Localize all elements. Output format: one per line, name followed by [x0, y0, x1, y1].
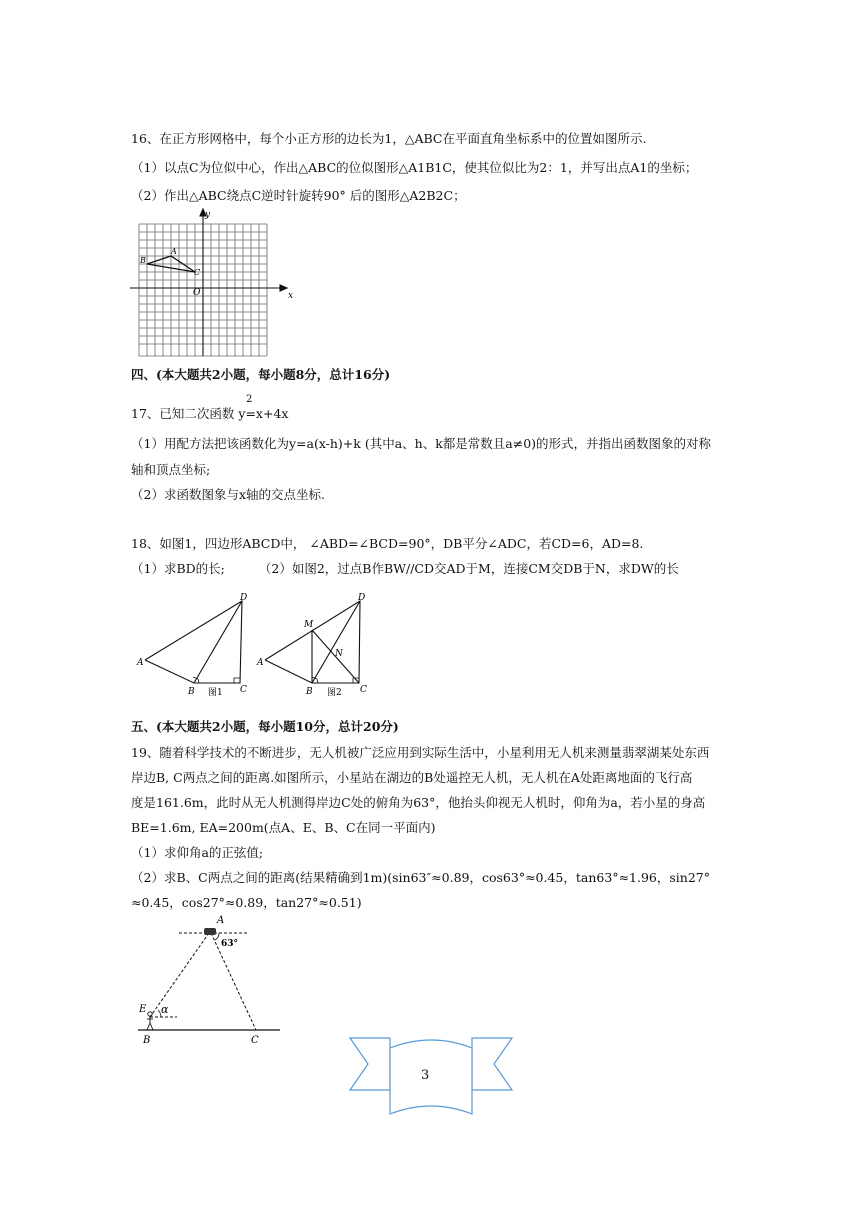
q18-fig2-label-d: D	[358, 593, 366, 603]
q18-fig2-label-a: A	[257, 658, 264, 668]
q18-stem: 18、如图1，四边形ABCD中， ∠ABD=∠BCD=90°，DB平分∠ADC，若CD=6，AD=8.	[131, 536, 644, 551]
q19-part2-line1: （2）求B、C两点之间的距离(结果精确到1m)(sin63″≈0.89，cos63°≈0.45，tan63°≈1.96，sin27°	[131, 870, 710, 885]
q17-stem	[131, 406, 288, 422]
q16-fig-label-c: C	[194, 268, 201, 277]
q19-figure	[133, 910, 283, 1048]
q19-fig-angle-label: 63°	[221, 939, 239, 949]
q18-figure-2	[255, 590, 385, 700]
q17-stem-tail: +4x	[262, 406, 289, 421]
q18-fig2-label-b: B	[306, 687, 313, 697]
q16-part1: （1）以点C为位似中心，作出△ABC的位似图形△A1B1C，使其位似比为2：1，并写出点A1的坐标；	[131, 160, 698, 175]
q19-fig-label-e: E	[139, 1004, 147, 1015]
q19-line-2: 岸边B, C两点之间的距离.如图所示，小星站在湖边的B处遥控无人机，无人机在A处距离地面的飞行高	[131, 770, 693, 785]
q16-stem: 16、在正方形网格中，每个小正方形的边长为1，△ABC在平面直角坐标系中的位置如图所示.	[131, 131, 647, 146]
q18-fig2-label-m: M	[304, 620, 314, 630]
q18-fig2-label-c: C	[360, 685, 367, 695]
q16-fig-label-x: x	[288, 291, 294, 301]
q18-part1: （1）求BD的长;	[131, 561, 225, 576]
q17-exponent: 2	[246, 394, 253, 405]
drone-icon	[204, 928, 216, 935]
q19-fig-label-alpha: α	[161, 1003, 169, 1016]
person-icon	[147, 1012, 153, 1030]
q16-fig-label-a: A	[171, 247, 177, 256]
q17-part2: （2）求函数图象与x轴的交点坐标.	[131, 487, 325, 502]
section-5-heading: 五、(本大题共2小题，每小题10分，总计20分)	[131, 719, 399, 734]
q19-fig-label-c: C	[251, 1035, 259, 1046]
q16-part2: （2）作出△ABC绕点C逆时针旋转90° 后的图形△A2B2C；	[131, 188, 466, 203]
q16-fig-label-o: O	[193, 288, 201, 298]
q16-fig-label-b: B	[140, 256, 146, 265]
q19-part1: （1）求仰角a的正弦值;	[131, 845, 264, 860]
q18-fig1-label-d: D	[240, 593, 248, 603]
q17-part1-line1: （1）用配方法把该函数化为y=a(x-h)+k (其中a、h、k都是常数且a≠0)的形式，并指出函数图象的对称	[131, 436, 712, 451]
q18-parts	[131, 561, 679, 577]
q19-part2-line2: ≈0.45，cos27°≈0.89，tan27°≈0.51)	[131, 895, 362, 910]
q18-fig1-label-a: A	[137, 658, 144, 668]
q19-line-4: BE=1.6m, EA=200m(点A、E、B、C在同一平面内)	[131, 820, 436, 835]
q17-part1-line2: 轴和顶点坐标;	[131, 462, 211, 477]
q19-line-3: 度是161.6m，此时从无人机测得岸边C处的俯角为63°，他抬头仰视无人机时，仰角为a，若小星的身高	[131, 795, 706, 810]
q17-stem-text: 17、已知二次函数 y=x	[131, 406, 263, 421]
q18-fig2-label-n: N	[335, 649, 343, 659]
q16-grid-figure	[125, 208, 300, 358]
page-number: 3	[421, 1068, 430, 1083]
q16-fig-label-y: y	[205, 210, 211, 220]
q19-line-1: 19、随着科学技术的不断进步，无人机被广泛应用到实际生活中，小星利用无人机来测量翡翠湖某处东西	[131, 745, 710, 760]
q19-fig-label-a: A	[217, 915, 225, 926]
q18-fig1-label-c: C	[240, 685, 247, 695]
q18-figure-1	[130, 590, 260, 700]
q19-fig-label-b: B	[143, 1035, 151, 1046]
q18-fig2-caption: 图2	[327, 688, 342, 698]
section-4-heading: 四、(本大题共2小题，每小题8分，总计16分)	[131, 367, 391, 382]
q18-fig1-label-b: B	[188, 687, 195, 697]
q18-fig1-caption: 图1	[208, 688, 223, 698]
page-number-ribbon	[346, 1030, 516, 1130]
q18-part2: （2）如图2，过点B作BW//CD交AD于M，连接CM交DB于N，求DW的长	[258, 561, 679, 576]
